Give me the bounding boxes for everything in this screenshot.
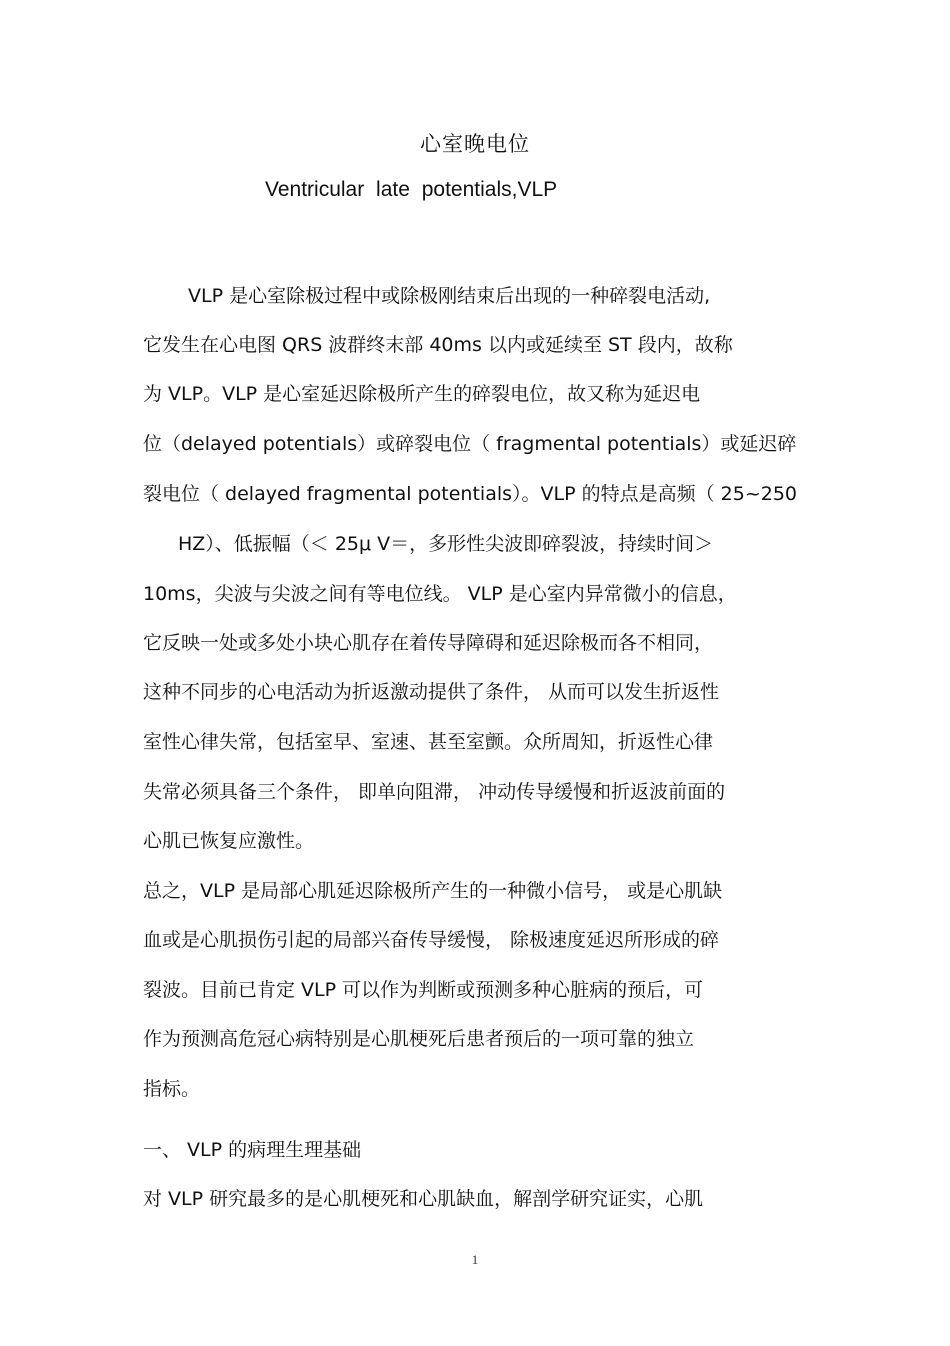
page-subtitle: Ventricular late potentials,VLP	[265, 178, 558, 201]
text-line: 血或是心肌损伤引起的局部兴奋传导缓慢， 除极速度延迟所形成的碎	[143, 929, 720, 951]
text-line: 裂波。目前已肯定 VLP 可以作为判断或预测多种心脏病的预后，可	[143, 979, 704, 1001]
text-line: HZ）、低振幅（＜ 25μ V＝，多形性尖波即碎裂波，持续时间＞	[178, 533, 714, 555]
section-heading: 一、 VLP 的病理生理基础	[143, 1139, 362, 1161]
text-line: 指标。	[143, 1078, 201, 1100]
text-line: 它发生在心电图 QRS 波群终末部 40ms 以内或延续至 ST 段内，故称	[143, 334, 733, 356]
page-number: 1	[471, 1252, 479, 1267]
text-line: 它反映一处或多处小块心肌存在着传导障碍和延迟除极而各不相同，	[143, 632, 714, 654]
text-line: 位（delayed potentials）或碎裂电位（ fragmental potentials）或延迟碎	[143, 433, 797, 455]
text-line: 总之，VLP 是局部心肌延迟除极所产生的一种微小信号， 或是心肌缺	[143, 880, 723, 902]
text-line: 作为预测高危冠心病特别是心肌梗死后患者预后的一项可靠的独立	[143, 1028, 695, 1050]
text-line: 失常必须具备三个条件， 即单向阻滞， 冲动传导缓慢和折返波前面的	[143, 781, 726, 803]
page-title: 心室晚电位	[420, 132, 530, 156]
text-line: 心肌已恢复应激性。	[143, 830, 315, 852]
text-line: VLP 是心室除极过程中或除极刚结束后出现的一种碎裂电活动,	[188, 285, 711, 307]
text-line: 裂电位（ delayed fragmental potentials）。VLP 的特点是高频（ 25~250	[143, 483, 797, 505]
text-line: 对 VLP 研究最多的是心肌梗死和心肌缺血，解剖学研究证实，心肌	[143, 1188, 704, 1210]
text-line: 10ms，尖波与尖波之间有等电位线。 VLP 是心室内异常微小的信息，	[143, 583, 737, 605]
text-line: 这种不同步的心电活动为折返激动提供了条件， 从而可以发生折返性	[143, 681, 720, 703]
text-line: 室性心律失常，包括室早、室速、甚至室颤。众所周知，折返性心律	[143, 731, 714, 753]
text-line: 为 VLP。VLP 是心室延迟除极所产生的碎裂电位，故又称为延迟电	[143, 383, 701, 405]
